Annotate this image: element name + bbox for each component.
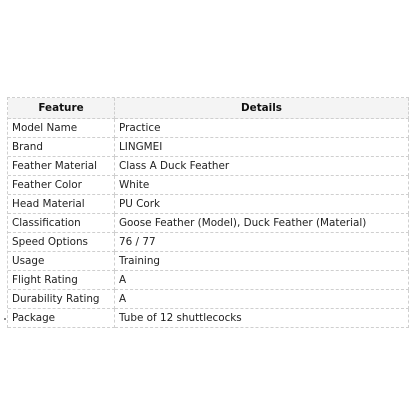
- table-row: [8, 157, 409, 176]
- table-row: [8, 195, 409, 214]
- feature-cell: Usage: [8, 252, 115, 271]
- details-cell: LINGMEI: [115, 138, 409, 157]
- feature-cell: Package: [8, 309, 115, 328]
- spec-table-container: [7, 97, 408, 328]
- stray-dot-mark: [4, 318, 6, 320]
- feature-cell: Feather Material: [8, 157, 115, 176]
- table-header-row: [8, 98, 409, 119]
- details-cell: Tube of 12 shuttlecocks: [115, 309, 409, 328]
- feature-cell: Flight Rating: [8, 271, 115, 290]
- table-row: [8, 233, 409, 252]
- table-row: [8, 290, 409, 309]
- details-cell: PU Cork: [115, 195, 409, 214]
- table-row: [8, 309, 409, 328]
- header-feature: Feature: [8, 98, 115, 119]
- table-row: [8, 271, 409, 290]
- details-cell: A: [115, 271, 409, 290]
- table-row: [8, 214, 409, 233]
- feature-cell: Classification: [8, 214, 115, 233]
- details-cell: Goose Feather (Model), Duck Feather (Material): [115, 214, 409, 233]
- feature-cell: Model Name: [8, 119, 115, 138]
- feature-cell: Speed Options: [8, 233, 115, 252]
- details-cell: White: [115, 176, 409, 195]
- feature-cell: Brand: [8, 138, 115, 157]
- header-details: Details: [115, 98, 409, 119]
- details-cell: 76 / 77: [115, 233, 409, 252]
- details-cell: Class A Duck Feather: [115, 157, 409, 176]
- details-cell: A: [115, 290, 409, 309]
- table-row: [8, 252, 409, 271]
- feature-cell: Durability Rating: [8, 290, 115, 309]
- spec-table: [7, 97, 409, 328]
- feature-cell: Head Material: [8, 195, 115, 214]
- details-cell: Practice: [115, 119, 409, 138]
- table-row: [8, 176, 409, 195]
- details-cell: Training: [115, 252, 409, 271]
- table-row: [8, 119, 409, 138]
- feature-cell: Feather Color: [8, 176, 115, 195]
- table-row: [8, 138, 409, 157]
